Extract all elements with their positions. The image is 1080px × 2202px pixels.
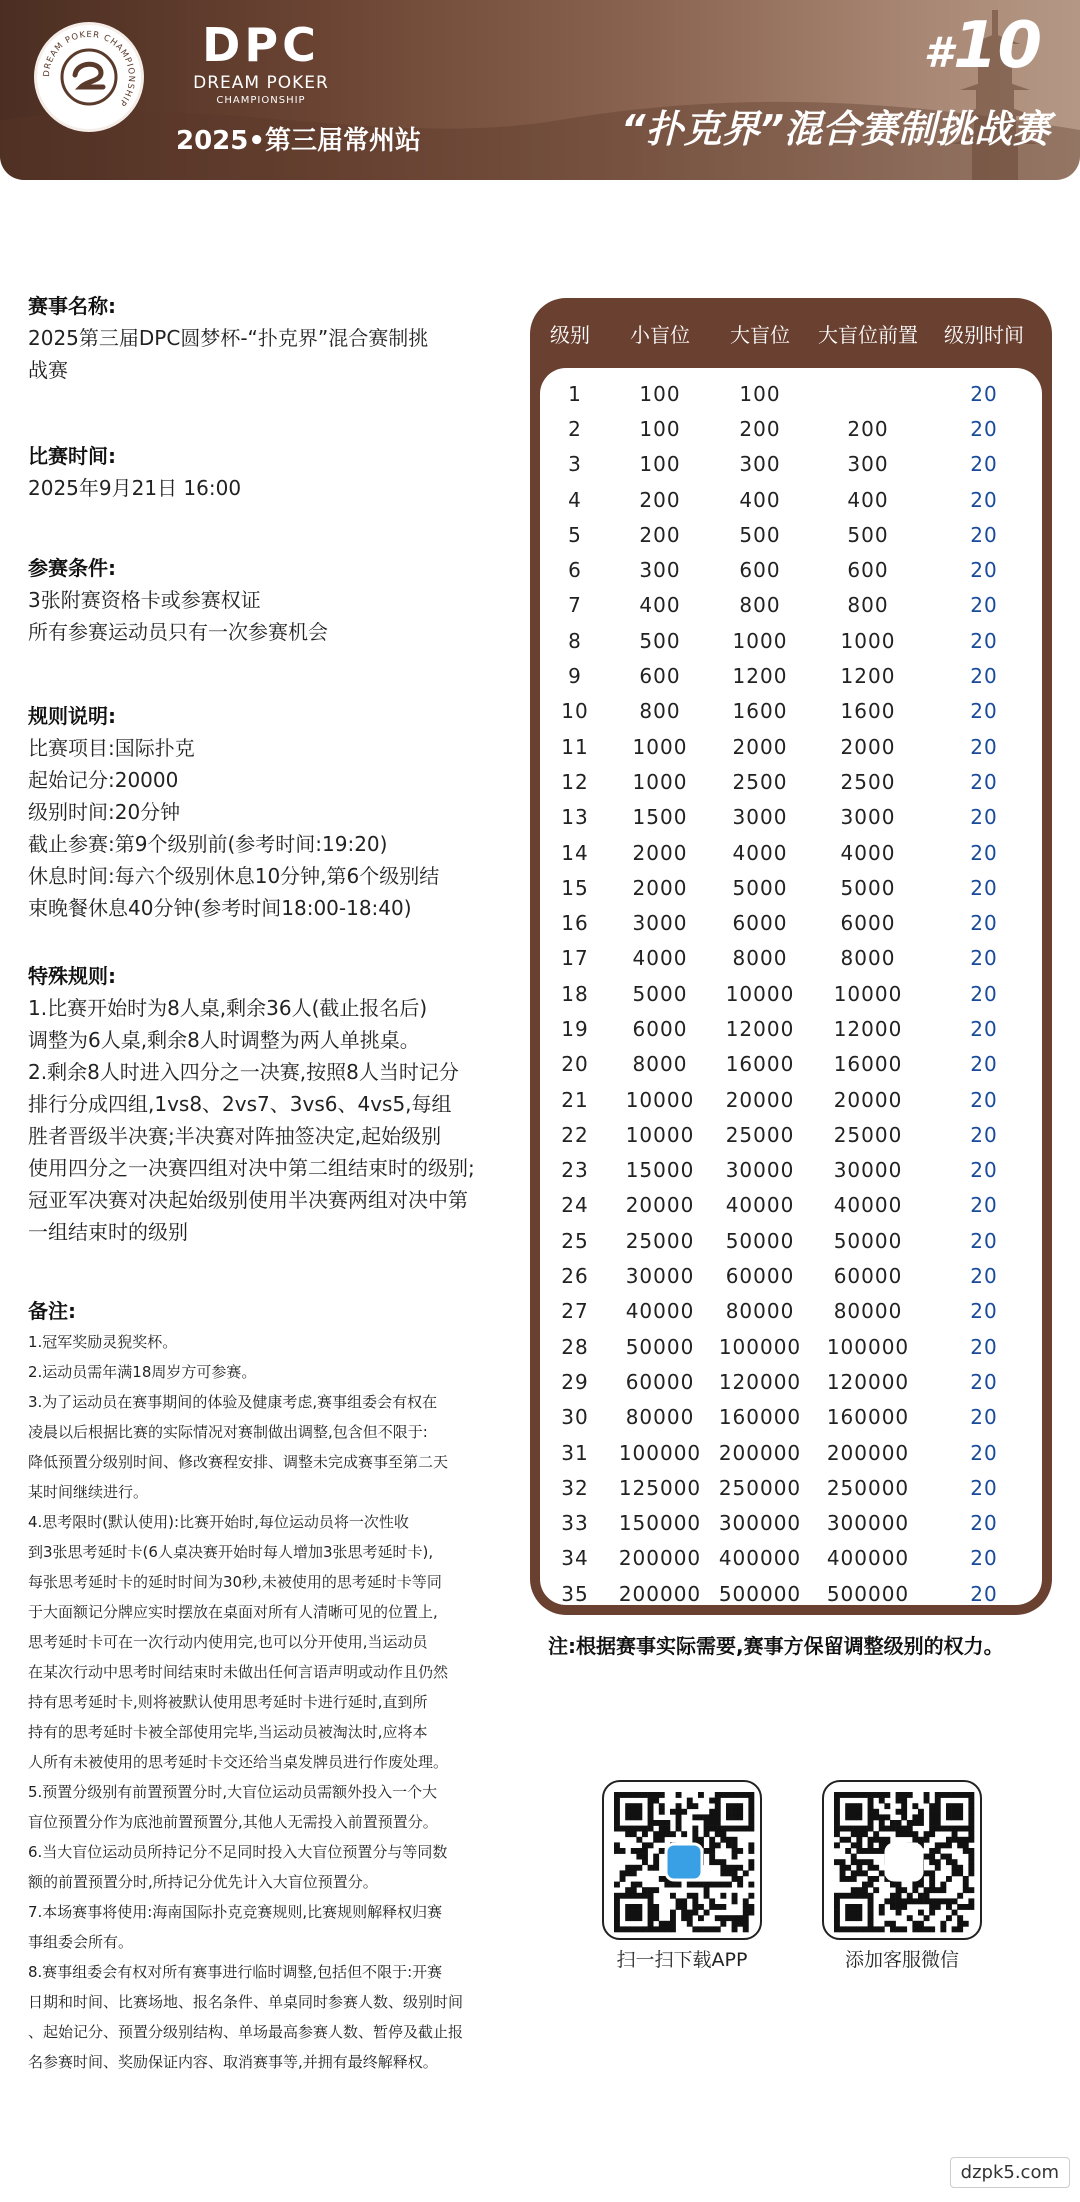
big-blind-cell: 6000 bbox=[732, 911, 788, 936]
level-cell: 4 bbox=[568, 487, 582, 512]
table-row bbox=[540, 1470, 1042, 1505]
table-row bbox=[540, 1153, 1042, 1188]
notes-line: 思考延时卡可在一次行动内使用完,也可以分开使用,当运动员 bbox=[28, 1633, 428, 1651]
app-download-label: 扫一扫下载APP bbox=[616, 1949, 748, 1971]
level-time-cell: 20 bbox=[970, 946, 998, 971]
notes-line: 持有的思考延时卡被全部使用完毕,当运动员被淘汰时,应将本 bbox=[28, 1723, 428, 1741]
level-time-cell: 20 bbox=[970, 1581, 998, 1606]
level-cell: 12 bbox=[561, 769, 589, 794]
table-row bbox=[540, 376, 1042, 411]
small-blind-cell: 15000 bbox=[625, 1158, 695, 1183]
level-cell: 2 bbox=[568, 416, 582, 441]
notes-line: 凌晨以后根据比赛的实际情况对赛制做出调整,包含但不限于: bbox=[28, 1423, 428, 1441]
small-blind-cell: 125000 bbox=[618, 1475, 702, 1500]
ante-cell: 10000 bbox=[833, 981, 903, 1006]
big-blind-cell: 300000 bbox=[718, 1511, 802, 1536]
table-header-row bbox=[530, 298, 1052, 368]
event-time-value: 2025年9月21日 16:00 bbox=[28, 476, 242, 500]
big-blind-cell: 800 bbox=[739, 593, 781, 618]
level-time-cell: 20 bbox=[970, 1299, 998, 1324]
notes-line: 额的前置预置分时,所持记分优先计入大盲位预置分。 bbox=[28, 1873, 378, 1891]
big-blind-cell: 400000 bbox=[718, 1546, 802, 1571]
table-row bbox=[540, 447, 1042, 482]
ante-cell: 3000 bbox=[840, 805, 896, 830]
rules-line: 级别时间:20分钟 bbox=[28, 800, 181, 824]
notes-line: 2.运动员需年满18周岁方可参赛。 bbox=[28, 1363, 257, 1381]
small-blind-cell: 800 bbox=[639, 699, 681, 724]
ante-cell: 600 bbox=[847, 558, 889, 583]
notes-line: 盲位预置分作为底池前置预置分,其他人无需投入前置预置分。 bbox=[28, 1813, 438, 1831]
notes-line: 、起始记分、预置分级别结构、单场最高参赛人数、暂停及截止报 bbox=[28, 2023, 464, 2041]
ante-cell: 20000 bbox=[833, 1087, 903, 1112]
notes-line: 7.本场赛事将使用:海南国际扑克竞赛规则,比赛规则解释权归赛 bbox=[28, 1903, 443, 1921]
small-blind-cell: 10000 bbox=[625, 1087, 695, 1112]
ante-cell: 400 bbox=[847, 487, 889, 512]
level-cell: 13 bbox=[561, 805, 589, 830]
table-row bbox=[540, 1400, 1042, 1435]
level-cell: 1 bbox=[568, 381, 582, 406]
table-row bbox=[540, 658, 1042, 693]
level-cell: 9 bbox=[568, 664, 582, 689]
big-blind-cell: 30000 bbox=[725, 1158, 795, 1183]
qr-code-icon bbox=[604, 1782, 762, 1940]
event-name-line: 2025第三届DPC圆梦杯-“扑克界”混合赛制挑 bbox=[28, 326, 429, 350]
ante-cell: 800 bbox=[847, 593, 889, 618]
ante-cell: 1600 bbox=[840, 699, 896, 724]
small-blind-cell: 20000 bbox=[625, 1193, 695, 1218]
level-time-cell: 20 bbox=[970, 664, 998, 689]
header-banner bbox=[0, 0, 1080, 180]
notes-line: 4.思考限时(默认使用):比赛开始时,每位运动员将一次性收 bbox=[28, 1513, 409, 1531]
ante-cell: 100000 bbox=[826, 1334, 910, 1359]
level-cell: 7 bbox=[568, 593, 582, 618]
big-blind-cell: 500000 bbox=[718, 1581, 802, 1606]
small-blind-cell: 10000 bbox=[625, 1122, 695, 1147]
ante-cell: 80000 bbox=[833, 1299, 903, 1324]
level-time-cell: 20 bbox=[970, 734, 998, 759]
table-row bbox=[540, 1294, 1042, 1329]
ante-cell: 8000 bbox=[840, 946, 896, 971]
level-cell: 26 bbox=[561, 1264, 589, 1289]
small-blind-cell: 200000 bbox=[618, 1581, 702, 1606]
ante-cell: 300000 bbox=[826, 1511, 910, 1536]
ante-cell: 500000 bbox=[826, 1581, 910, 1606]
small-blind-cell: 50000 bbox=[625, 1334, 695, 1359]
header-big-blind-ante: 大盲位前置 bbox=[818, 322, 918, 347]
special-rules-line: 2.剩余8人时进入四分之一决赛,按照8人当时记分 bbox=[28, 1060, 459, 1084]
header-level-time: 级别时间 bbox=[944, 322, 1024, 347]
ante-cell: 5000 bbox=[840, 875, 896, 900]
level-time-cell: 20 bbox=[970, 875, 998, 900]
brand-subtitle-2: CHAMPIONSHIP bbox=[216, 95, 306, 106]
brand-block bbox=[176, 20, 346, 108]
big-blind-cell: 1600 bbox=[732, 699, 788, 724]
special-rules-line: 一组结束时的级别 bbox=[28, 1220, 188, 1244]
special-rules-line: 使用四分之一决赛四组对决中第二组结束时的级别; bbox=[28, 1156, 475, 1180]
small-blind-cell: 5000 bbox=[632, 981, 688, 1006]
event-number bbox=[924, 6, 1042, 93]
big-blind-cell: 300 bbox=[739, 452, 781, 477]
ante-cell: 1200 bbox=[840, 664, 896, 689]
ante-cell: 1000 bbox=[840, 628, 896, 653]
level-time-cell: 20 bbox=[970, 769, 998, 794]
level-time-cell: 20 bbox=[970, 699, 998, 724]
small-blind-cell: 150000 bbox=[618, 1511, 702, 1536]
small-blind-cell: 200000 bbox=[618, 1546, 702, 1571]
level-time-cell: 20 bbox=[970, 911, 998, 936]
big-blind-cell: 12000 bbox=[725, 1016, 795, 1041]
level-cell: 18 bbox=[561, 981, 589, 1006]
rules-line: 起始记分:20000 bbox=[28, 768, 179, 792]
level-time-cell: 20 bbox=[970, 1475, 998, 1500]
special-rules-line: 冠亚军决赛对决起始级别使用半决赛两组对决中第 bbox=[28, 1188, 468, 1212]
rules-line: 截止参赛:第9个级别前(参考时间:19:20) bbox=[28, 832, 388, 856]
small-blind-cell: 500 bbox=[639, 628, 681, 653]
big-blind-cell: 4000 bbox=[732, 840, 788, 865]
small-blind-cell: 2000 bbox=[632, 875, 688, 900]
small-blind-cell: 80000 bbox=[625, 1405, 695, 1430]
notes-title: 备注: bbox=[28, 1299, 76, 1323]
level-time-cell: 20 bbox=[970, 416, 998, 441]
level-time-cell: 20 bbox=[970, 381, 998, 406]
level-time-cell: 20 bbox=[970, 593, 998, 618]
level-time-cell: 20 bbox=[970, 840, 998, 865]
big-blind-cell: 20000 bbox=[725, 1087, 795, 1112]
level-cell: 33 bbox=[561, 1511, 589, 1536]
level-time-cell: 20 bbox=[970, 1369, 998, 1394]
table-row bbox=[540, 1541, 1042, 1576]
big-blind-cell: 1200 bbox=[732, 664, 788, 689]
level-cell: 5 bbox=[568, 522, 582, 547]
event-title: “扑克界”混合赛制挑战赛 bbox=[621, 107, 1050, 151]
table-row bbox=[540, 1188, 1042, 1223]
rules-line: 休息时间:每六个级别休息10分钟,第6个级别结 bbox=[28, 864, 440, 888]
notes-line: 人所有未被使用的思考延时卡交还给当桌发牌员进行作废处理。 bbox=[28, 1753, 449, 1771]
level-cell: 28 bbox=[561, 1334, 589, 1359]
small-blind-cell: 60000 bbox=[625, 1369, 695, 1394]
table-row bbox=[540, 1576, 1042, 1611]
table-row bbox=[540, 764, 1042, 799]
table-row bbox=[540, 835, 1042, 870]
small-blind-cell: 2000 bbox=[632, 840, 688, 865]
blind-structure-table bbox=[530, 298, 1052, 1615]
entry-conditions-title: 参赛条件: bbox=[28, 556, 116, 580]
entry-conditions-section bbox=[28, 552, 528, 648]
special-rules-line: 调整为6人桌,剩余8人时调整为两人单挑桌。 bbox=[28, 1028, 420, 1052]
ante-cell: 50000 bbox=[833, 1228, 903, 1253]
ante-cell: 40000 bbox=[833, 1193, 903, 1218]
header-level: 级别 bbox=[550, 322, 590, 347]
level-cell: 16 bbox=[561, 911, 589, 936]
small-blind-cell: 200 bbox=[639, 522, 681, 547]
level-cell: 15 bbox=[561, 875, 589, 900]
ante-cell: 60000 bbox=[833, 1264, 903, 1289]
ante-cell: 250000 bbox=[826, 1475, 910, 1500]
table-row bbox=[540, 623, 1042, 658]
table-row bbox=[540, 800, 1042, 835]
event-name-section bbox=[28, 290, 528, 386]
ante-cell: 2500 bbox=[840, 769, 896, 794]
ante-cell: 120000 bbox=[826, 1369, 910, 1394]
big-blind-cell: 600 bbox=[739, 558, 781, 583]
big-blind-cell: 5000 bbox=[732, 875, 788, 900]
level-time-cell: 20 bbox=[970, 1016, 998, 1041]
level-time-cell: 20 bbox=[970, 558, 998, 583]
header-big-blind: 大盲位 bbox=[730, 322, 790, 347]
table-row bbox=[540, 1435, 1042, 1470]
small-blind-cell: 3000 bbox=[632, 911, 688, 936]
ante-cell: 200 bbox=[847, 416, 889, 441]
rules-section bbox=[28, 700, 528, 924]
event-time-section bbox=[28, 440, 528, 504]
table-row bbox=[540, 1082, 1042, 1117]
special-rules-line: 胜者晋级半决赛;半决赛对阵抽签决定,起始级别 bbox=[28, 1124, 442, 1148]
brand-subtitle: DREAM POKER bbox=[193, 73, 329, 93]
table-row bbox=[540, 588, 1042, 623]
small-blind-cell: 300 bbox=[639, 558, 681, 583]
big-blind-cell: 2500 bbox=[732, 769, 788, 794]
table-row bbox=[540, 1011, 1042, 1046]
small-blind-cell: 400 bbox=[639, 593, 681, 618]
big-blind-cell: 3000 bbox=[732, 805, 788, 830]
level-time-cell: 20 bbox=[970, 522, 998, 547]
notes-line: 降低预置分级别时间、修改赛程安排、调整未完成赛事至第二天 bbox=[28, 1453, 449, 1471]
table-row bbox=[540, 694, 1042, 729]
header-small-blind: 小盲位 bbox=[630, 322, 690, 347]
small-blind-cell: 1500 bbox=[632, 805, 688, 830]
notes-line: 8.赛事组委会有权对所有赛事进行临时调整,包括但不限于:开赛 bbox=[28, 1963, 443, 1981]
dpc-logo bbox=[34, 22, 144, 132]
level-time-cell: 20 bbox=[970, 1122, 998, 1147]
notes-line: 名参赛时间、奖励保证内容、取消赛事等,并拥有最终解释权。 bbox=[28, 2053, 438, 2071]
level-cell: 6 bbox=[568, 558, 582, 583]
event-number-hash: # bbox=[923, 28, 953, 77]
small-blind-cell: 100000 bbox=[618, 1440, 702, 1465]
small-blind-cell: 8000 bbox=[632, 1052, 688, 1077]
level-cell: 32 bbox=[561, 1475, 589, 1500]
big-blind-cell: 60000 bbox=[725, 1264, 795, 1289]
small-blind-cell: 1000 bbox=[632, 734, 688, 759]
qr-code-icon bbox=[824, 1782, 982, 1940]
level-cell: 17 bbox=[561, 946, 589, 971]
table-row bbox=[540, 729, 1042, 764]
table-row bbox=[540, 1364, 1042, 1399]
table-row bbox=[540, 482, 1042, 517]
big-blind-cell: 500 bbox=[739, 522, 781, 547]
table-row bbox=[540, 1258, 1042, 1293]
level-time-cell: 20 bbox=[970, 1052, 998, 1077]
ante-cell: 200000 bbox=[826, 1440, 910, 1465]
ante-cell: 16000 bbox=[833, 1052, 903, 1077]
level-time-cell: 20 bbox=[970, 1546, 998, 1571]
big-blind-cell: 250000 bbox=[718, 1475, 802, 1500]
level-time-cell: 20 bbox=[970, 1511, 998, 1536]
level-time-cell: 20 bbox=[970, 628, 998, 653]
event-name-title: 赛事名称: bbox=[28, 294, 116, 318]
big-blind-cell: 8000 bbox=[732, 946, 788, 971]
notes-line: 某时间继续进行。 bbox=[28, 1483, 149, 1501]
table-row bbox=[540, 517, 1042, 552]
ante-cell: 30000 bbox=[833, 1158, 903, 1183]
level-time-cell: 20 bbox=[970, 1228, 998, 1253]
small-blind-cell: 25000 bbox=[625, 1228, 695, 1253]
small-blind-cell: 4000 bbox=[632, 946, 688, 971]
small-blind-cell: 600 bbox=[639, 664, 681, 689]
notes-line: 到3张思考延时卡(6人桌决赛开始时每人增加3张思考延时卡), bbox=[28, 1543, 434, 1561]
big-blind-cell: 40000 bbox=[725, 1193, 795, 1218]
special-rules-line: 排行分成四组,1vs8、2vs7、3vs6、4vs5,每组 bbox=[28, 1092, 452, 1116]
level-cell: 23 bbox=[561, 1158, 589, 1183]
table-row bbox=[540, 1047, 1042, 1082]
big-blind-cell: 10000 bbox=[725, 981, 795, 1006]
level-time-cell: 20 bbox=[970, 1264, 998, 1289]
level-time-cell: 20 bbox=[970, 1334, 998, 1359]
level-cell: 31 bbox=[561, 1440, 589, 1465]
table-row bbox=[540, 1506, 1042, 1541]
big-blind-cell: 100 bbox=[739, 381, 781, 406]
brand-name: DPC bbox=[202, 18, 320, 72]
small-blind-cell: 200 bbox=[639, 487, 681, 512]
big-blind-cell: 200 bbox=[739, 416, 781, 441]
app-download-qr[interactable] bbox=[602, 1780, 762, 1940]
small-blind-cell: 1000 bbox=[632, 769, 688, 794]
small-blind-cell: 6000 bbox=[632, 1016, 688, 1041]
big-blind-cell: 80000 bbox=[725, 1299, 795, 1324]
level-time-cell: 20 bbox=[970, 452, 998, 477]
ante-cell: 500 bbox=[847, 522, 889, 547]
notes-line: 5.预置分级别有前置预置分时,大盲位运动员需额外投入一个大 bbox=[28, 1783, 438, 1801]
event-time-title: 比赛时间: bbox=[28, 444, 116, 468]
level-cell: 14 bbox=[561, 840, 589, 865]
ante-cell: 12000 bbox=[833, 1016, 903, 1041]
ante-cell: 6000 bbox=[840, 911, 896, 936]
level-cell: 8 bbox=[568, 628, 582, 653]
ante-cell: 4000 bbox=[840, 840, 896, 865]
notes-line: 每张思考延时卡的延时时间为30秒,未被使用的思考延时卡等同 bbox=[28, 1573, 442, 1591]
table-row bbox=[540, 905, 1042, 940]
special-rules-line: 1.比赛开始时为8人桌,剩余36人(截止报名后) bbox=[28, 996, 428, 1020]
notes-line: 持有思考延时卡,则将被默认使用思考延时卡进行延时,直到所 bbox=[28, 1693, 428, 1711]
level-cell: 30 bbox=[561, 1405, 589, 1430]
level-time-cell: 20 bbox=[970, 1440, 998, 1465]
level-time-cell: 20 bbox=[970, 1193, 998, 1218]
level-cell: 21 bbox=[561, 1087, 589, 1112]
small-blind-cell: 100 bbox=[639, 381, 681, 406]
level-cell: 22 bbox=[561, 1122, 589, 1147]
table-row bbox=[540, 552, 1042, 587]
level-cell: 3 bbox=[568, 452, 582, 477]
big-blind-cell: 160000 bbox=[718, 1405, 802, 1430]
special-rules-title: 特殊规则: bbox=[28, 964, 116, 988]
level-cell: 24 bbox=[561, 1193, 589, 1218]
ante-cell: 400000 bbox=[826, 1546, 910, 1571]
level-cell: 20 bbox=[561, 1052, 589, 1077]
table-row bbox=[540, 976, 1042, 1011]
special-rules-section bbox=[28, 960, 528, 1248]
notes-section bbox=[28, 1295, 528, 2077]
ante-cell: 2000 bbox=[840, 734, 896, 759]
level-time-cell: 20 bbox=[970, 1087, 998, 1112]
edition-title: 2025•第三届常州站 bbox=[176, 126, 421, 156]
notes-line: 1.冠军奖励灵猊奖杯。 bbox=[28, 1333, 178, 1351]
level-time-cell: 20 bbox=[970, 981, 998, 1006]
level-cell: 29 bbox=[561, 1369, 589, 1394]
table-row bbox=[540, 941, 1042, 976]
ante-cell: 160000 bbox=[826, 1405, 910, 1430]
big-blind-cell: 120000 bbox=[718, 1369, 802, 1394]
notes-line: 6.当大盲位运动员所持记分不足同时投入大盲位预置分与等同数 bbox=[28, 1843, 448, 1861]
notes-line: 事组委会所有。 bbox=[28, 1933, 134, 1951]
small-blind-cell: 100 bbox=[639, 452, 681, 477]
big-blind-cell: 1000 bbox=[732, 628, 788, 653]
table-body bbox=[540, 368, 1042, 1605]
site-watermark: dzpk5.com bbox=[950, 2157, 1070, 2188]
level-time-cell: 20 bbox=[970, 1158, 998, 1183]
big-blind-cell: 200000 bbox=[718, 1440, 802, 1465]
table-footnote: 注:根据赛事实际需要,赛事方保留调整级别的权力。 bbox=[548, 1634, 1004, 1658]
level-cell: 10 bbox=[561, 699, 589, 724]
table-row bbox=[540, 870, 1042, 905]
level-time-cell: 20 bbox=[970, 487, 998, 512]
level-cell: 35 bbox=[561, 1581, 589, 1606]
wechat-service-label: 添加客服微信 bbox=[844, 1949, 959, 1971]
wechat-service-qr[interactable] bbox=[822, 1780, 982, 1940]
level-cell: 34 bbox=[561, 1546, 589, 1571]
big-blind-cell: 400 bbox=[739, 487, 781, 512]
notes-line: 于大面额记分牌应实时摆放在桌面对所有人清晰可见的位置上, bbox=[28, 1603, 438, 1621]
level-cell: 27 bbox=[561, 1299, 589, 1324]
big-blind-cell: 16000 bbox=[725, 1052, 795, 1077]
big-blind-cell: 50000 bbox=[725, 1228, 795, 1253]
level-cell: 19 bbox=[561, 1016, 589, 1041]
big-blind-cell: 100000 bbox=[718, 1334, 802, 1359]
small-blind-cell: 100 bbox=[639, 416, 681, 441]
notes-line: 在某次行动中思考时间结束时未做出任何言语声明或动作且仍然 bbox=[28, 1663, 449, 1681]
table-row bbox=[540, 1223, 1042, 1258]
rules-line: 比赛项目:国际扑克 bbox=[28, 736, 195, 760]
notes-line: 日期和时间、比赛场地、报名条件、单桌同时参赛人数、级别时间 bbox=[28, 1993, 464, 2011]
table-row bbox=[540, 1329, 1042, 1364]
table-row bbox=[540, 411, 1042, 446]
level-time-cell: 20 bbox=[970, 1405, 998, 1430]
rules-title: 规则说明: bbox=[28, 704, 116, 728]
entry-conditions-line: 所有参赛运动员只有一次参赛机会 bbox=[28, 620, 328, 644]
entry-conditions-line: 3张附赛资格卡或参赛权证 bbox=[28, 588, 261, 612]
event-number-value: 10 bbox=[952, 9, 1042, 83]
big-blind-cell: 2000 bbox=[732, 734, 788, 759]
notes-line: 3.为了运动员在赛事期间的体验及健康考虑,赛事组委会有权在 bbox=[28, 1393, 438, 1411]
level-time-cell: 20 bbox=[970, 805, 998, 830]
rules-line: 束晚餐休息40分钟(参考时间18:00-18:40) bbox=[28, 896, 412, 920]
level-cell: 25 bbox=[561, 1228, 589, 1253]
event-name-line: 战赛 bbox=[28, 358, 68, 382]
svg-text:DREAM POKER CHAMPIONSHIP: DREAM POKER CHAMPIONSHIP bbox=[41, 29, 137, 109]
small-blind-cell: 30000 bbox=[625, 1264, 695, 1289]
level-cell: 11 bbox=[561, 734, 589, 759]
ante-cell: 25000 bbox=[833, 1122, 903, 1147]
table-row bbox=[540, 1117, 1042, 1152]
dpc-logo-emblem-icon bbox=[37, 25, 141, 129]
big-blind-cell: 25000 bbox=[725, 1122, 795, 1147]
ante-cell: 300 bbox=[847, 452, 889, 477]
small-blind-cell: 40000 bbox=[625, 1299, 695, 1324]
